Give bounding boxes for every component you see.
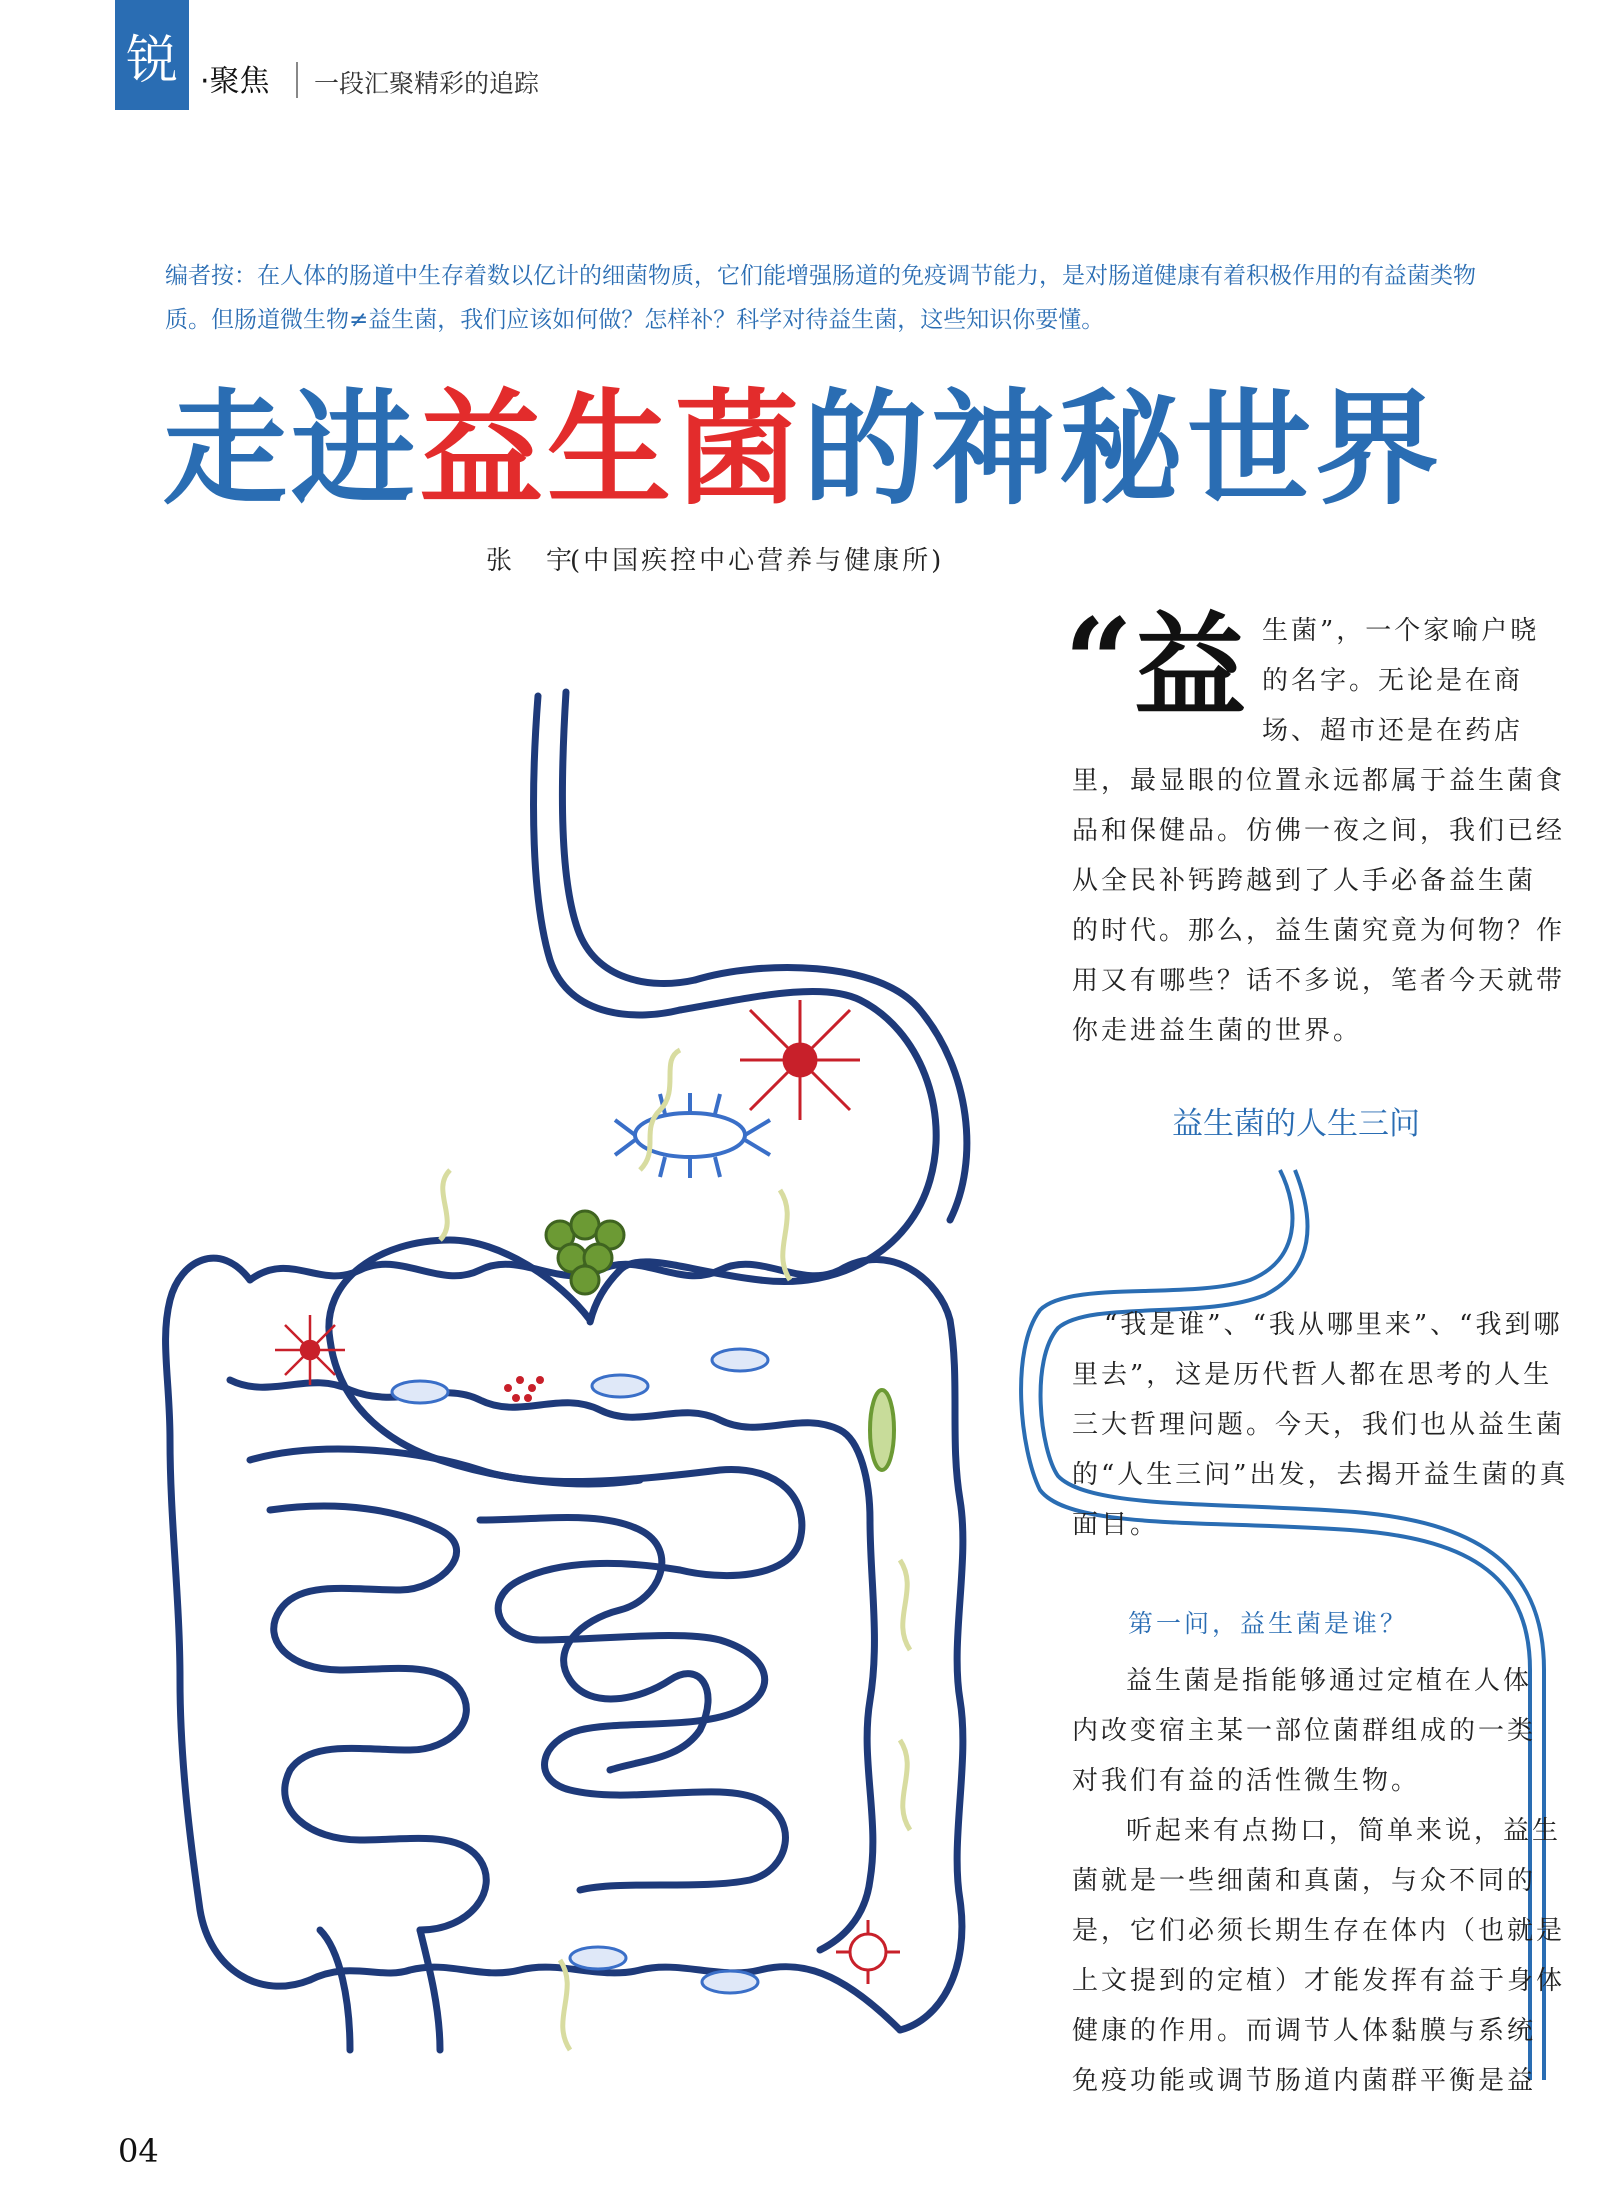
microbe-yellow-squiggles bbox=[440, 1050, 910, 2050]
stomach-outline bbox=[329, 991, 936, 1483]
three-questions-line-5: 面目。 bbox=[1072, 1510, 1160, 1540]
dropcap-character: 益 bbox=[1134, 601, 1246, 732]
microbe-red-star-stomach bbox=[740, 1000, 860, 1120]
article-title bbox=[163, 380, 1443, 520]
digestive-tract-illustration bbox=[120, 680, 1020, 2060]
intro-line-2: 品和保健品。仿佛一夜之间，我们已经 bbox=[1072, 816, 1566, 846]
intro-line-5: 用又有哪些？话不多说，笔者今天就带 bbox=[1072, 966, 1566, 996]
transverse-colon-outline bbox=[166, 1258, 310, 1986]
q1-heading: 第一问，益生菌是谁？ bbox=[1128, 1609, 1409, 1638]
intro-line-6: 你走进益生菌的世界。 bbox=[1072, 1016, 1363, 1046]
q1-para1-line-2: 内改变宿主某一部位菌群组成的一类 bbox=[1072, 1716, 1537, 1746]
small-intestine-inner bbox=[270, 1506, 486, 1930]
q1-para1-line-1: 益生菌是指能够通过定植在人体 bbox=[1126, 1666, 1533, 1696]
section-name: ·聚焦 bbox=[200, 64, 270, 99]
rectum-outline bbox=[310, 1967, 900, 2030]
small-intestine-inner-2 bbox=[480, 1518, 708, 1771]
three-questions-line-4: 的“人生三问”出发，去揭开益生菌的真 bbox=[1072, 1460, 1569, 1490]
intro-line-3: 从全民补钙跨越到了人手必备益生菌 bbox=[1072, 866, 1537, 896]
intro-line-short-3: 场、超市还是在药店 bbox=[1262, 716, 1524, 746]
section-badge: 锐 bbox=[115, 0, 189, 110]
section-tagline: 一段汇聚精彩的追踪 bbox=[314, 69, 540, 98]
q1-para2-line-4: 上文提到的定植）才能发挥有益于身体 bbox=[1072, 1966, 1566, 1996]
esophagus-inner-outline bbox=[562, 692, 695, 983]
three-questions-line-3: 三大哲理问题。今天，我们也从益生菌 bbox=[1072, 1410, 1566, 1440]
intro-line-short-2: 的名字。无论是在商 bbox=[1262, 666, 1524, 696]
q1-para2-line-1: 听起来有点拗口，简单来说，益生 bbox=[1126, 1816, 1562, 1846]
q1-para2-line-5: 健康的作用。而调节人体黏膜与系统 bbox=[1072, 2016, 1537, 2046]
section-heading: 益生菌的人生三问 bbox=[1172, 1106, 1420, 1142]
microbe-red-cluster-colon bbox=[504, 1376, 544, 1402]
q1-para1-line-3: 对我们有益的活性微生物。 bbox=[1072, 1766, 1421, 1796]
page-number: 04 bbox=[118, 2132, 159, 2170]
opening-quote-mark: “ bbox=[1064, 592, 1134, 733]
q1-para2-line-6: 免疫功能或调节肠道内菌群平衡是益 bbox=[1072, 2066, 1537, 2096]
editor-note: 编者按：在人体的肠道中生存着数以亿计的细菌物质，它们能增强肠道的免疫调节能力，是对肠道健康有着积极作用的有益菌类物质。但肠道微生物≠益生菌，我们应该如何做？怎样补？科学对待益生菌，这些知识你要懂。 bbox=[165, 263, 1476, 333]
author-name: 张 宇 bbox=[486, 546, 577, 576]
header-divider bbox=[296, 62, 298, 98]
microbe-blue-rod-stomach bbox=[615, 1093, 770, 1178]
q1-para2-line-2: 菌就是一些细菌和真菌，与众不同的 bbox=[1072, 1866, 1537, 1896]
three-questions-line-2: 里去”，这是历代哲人都在思考的人生 bbox=[1072, 1360, 1553, 1390]
q1-para2-line-3: 是，它们必须长期生存在体内（也就是 bbox=[1072, 1916, 1566, 1946]
three-questions-line-1: “我是谁”、“我从哪里来”、“我到哪 bbox=[1104, 1310, 1563, 1340]
intro-line-short-1: 生菌”，一个家喻户晓 bbox=[1262, 616, 1540, 646]
intro-line-1: 里，最显眼的位置永远都属于益生菌食 bbox=[1072, 766, 1566, 796]
intro-line-4: 的时代。那么，益生菌究竟为何物？作 bbox=[1072, 916, 1566, 946]
title-part-2-highlight: 益生菌 bbox=[419, 378, 804, 522]
microbe-red-star-colon bbox=[275, 1315, 345, 1385]
microbe-blue-rods-colon bbox=[392, 1349, 768, 1993]
title-part-1: 走进 bbox=[163, 378, 420, 522]
microbe-green-rod bbox=[870, 1390, 894, 1470]
rectum-lower bbox=[320, 1930, 440, 2050]
author-affiliation: (中国疾控中心营养与健康所) bbox=[570, 546, 945, 576]
title-part-3: 的神秘世界 bbox=[803, 378, 1444, 522]
